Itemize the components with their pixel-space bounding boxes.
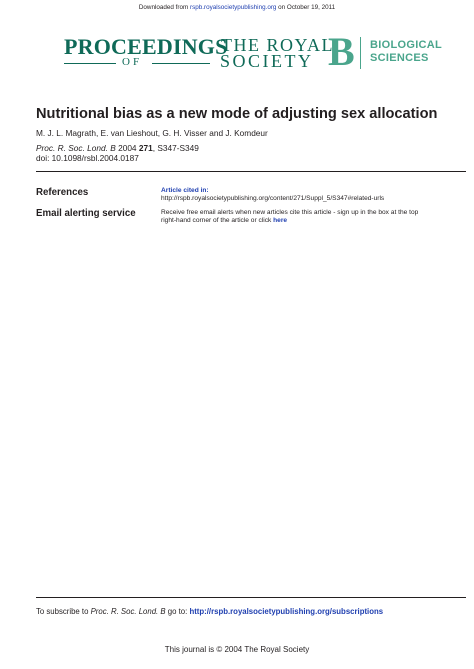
download-note-suffix: on October 19, 2011 [276, 4, 336, 11]
subscribe-line [36, 607, 383, 616]
email-alert-line1: Receive free email alerts when new articles cite this article - sign up in the box at the top [161, 209, 419, 216]
subscribe-journal: Proc. R. Soc. Lond. B [90, 607, 166, 616]
brand-sciences: SCIENCES [370, 52, 429, 64]
download-note-prefix: Downloaded from [138, 4, 190, 11]
citation-volume: 271 [138, 143, 153, 153]
brand-biological: BIOLOGICAL [370, 39, 443, 51]
download-source-link[interactable]: rspb.royalsocietypublishing.org [189, 4, 277, 11]
subscribe-prefix: To subscribe to [36, 607, 91, 616]
article-title: Nutritional bias as a new mode of adjusting sex allocation [36, 106, 438, 122]
brand-of: OF [122, 56, 143, 68]
journal-banner [64, 29, 474, 74]
citation-journal: Proc. R. Soc. Lond. B [36, 143, 116, 153]
citation-pages: , S347-S349 [152, 143, 199, 153]
download-note [0, 4, 474, 11]
brand-rule-right [152, 63, 210, 64]
email-alert-line2-text: right-hand corner of the article or click [161, 216, 274, 224]
article-citation [36, 143, 199, 163]
brand-rule-left [64, 63, 116, 64]
email-alert-label: Email alerting service [36, 208, 136, 219]
brand-divider [360, 37, 361, 69]
brand-society: SOCIETY [220, 51, 314, 71]
brand-the-royal: THE ROYAL [221, 35, 334, 55]
citation-year: 2004 [115, 143, 139, 153]
divider-top [36, 171, 466, 172]
citation-line [36, 143, 199, 153]
subscribe-middle: go to: [165, 607, 190, 616]
references-label: References [36, 187, 89, 198]
brand-biological-sciences [370, 39, 442, 65]
subscribe-url-link[interactable]: http://rspb.royalsocietypublishing.org/subscriptions [189, 607, 384, 616]
article-authors: M. J. L. Magrath, E. van Lieshout, G. H. Visser and J. Komdeur [36, 128, 268, 138]
related-urls-link[interactable]: http://rspb.royalsocietypublishing.org/content/271/Suppl_5/S347#related-urls [161, 195, 385, 202]
copyright-footer: This journal is © 2004 The Royal Society [164, 645, 310, 654]
email-alert-line2 [161, 217, 451, 225]
brand-b-logo: B [328, 29, 355, 74]
email-alert-text [161, 209, 451, 225]
email-alert-here-link[interactable]: here [273, 216, 288, 224]
divider-bottom [36, 597, 466, 598]
brand-proceedings: PROCEEDINGS [64, 34, 228, 59]
article-cited-in-link[interactable]: Article cited in: [161, 187, 209, 194]
citation-doi: doi: 10.1098/rsbl.2004.0187 [36, 153, 139, 163]
